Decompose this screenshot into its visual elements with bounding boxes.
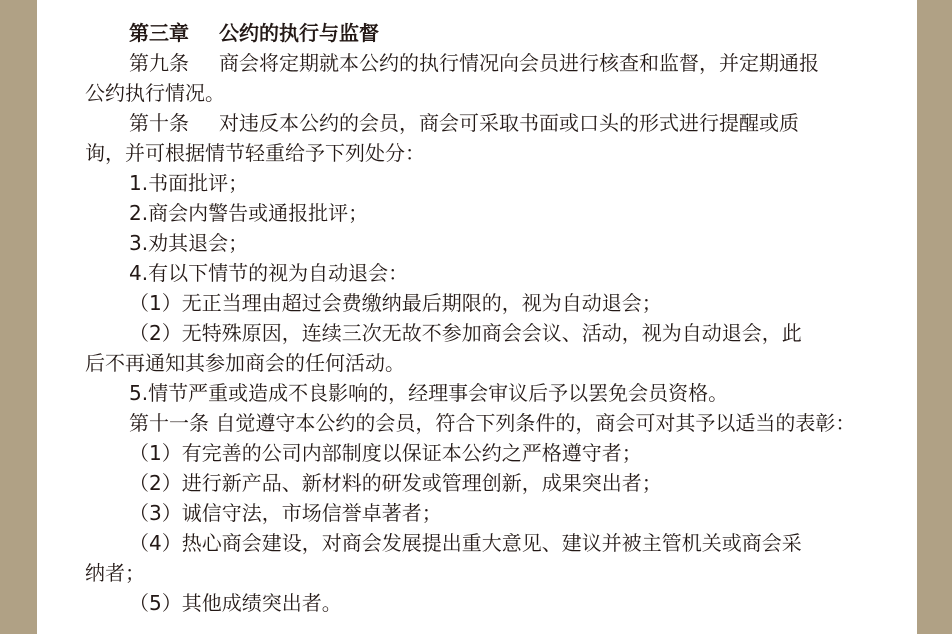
chapter-name: 公约的执行与监督 bbox=[219, 21, 379, 45]
article-9-text: 商会将定期就本公约的执行情况向会员进行核查和监督，并定期通报 bbox=[219, 51, 819, 75]
document-body bbox=[85, 18, 881, 618]
commendation-item-2: （2）进行新产品、新材料的研发或管理创新，成果突出者； bbox=[129, 471, 662, 495]
commendation-item-5: （5）其他成绩突出者。 bbox=[129, 591, 342, 615]
commendation-item-4-line-2: 纳者； bbox=[85, 561, 145, 585]
article-9-line-1 bbox=[85, 48, 881, 78]
article-10-text: 对违反本公约的会员，商会可采取书面或口头的形式进行提醒或质 bbox=[219, 111, 799, 135]
penalty-item-4-sub-2-line-2: 后不再通知其参加商会的任何活动。 bbox=[85, 351, 405, 375]
chapter-number: 第三章 bbox=[129, 21, 189, 45]
penalty-item-4-sub-1: （1）无正当理由超过会费缴纳最后期限的，视为自动退会； bbox=[129, 291, 662, 315]
penalty-item-1: 1.书面批评； bbox=[129, 171, 249, 195]
commendation-item-4-line-1: （4）热心商会建设，对商会发展提出重大意见、建议并被主管机关或商会采 bbox=[129, 531, 802, 555]
commendation-item-3: （3）诚信守法，市场信誉卓著者； bbox=[129, 501, 442, 525]
article-10-line-1 bbox=[85, 108, 881, 138]
article-11: 第十一条 自觉遵守本公约的会员，符合下列条件的，商会可对其予以适当的表彰： bbox=[129, 411, 856, 435]
article-10-label: 第十条 bbox=[129, 111, 189, 135]
article-10-line-2: 询，并可根据情节轻重给予下列处分： bbox=[85, 141, 425, 165]
document-page bbox=[37, 0, 917, 634]
penalty-item-4: 4.有以下情节的视为自动退会： bbox=[129, 261, 409, 285]
penalty-item-4-sub-2-line-1: （2）无特殊原因，连续三次无故不参加商会会议、活动，视为自动退会，此 bbox=[129, 321, 802, 345]
penalty-item-2: 2.商会内警告或通报批评； bbox=[129, 201, 369, 225]
article-9-line-2: 公约执行情况。 bbox=[85, 81, 225, 105]
penalty-item-5: 5.情节严重或造成不良影响的，经理事会审议后予以罢免会员资格。 bbox=[129, 381, 729, 405]
penalty-item-3: 3.劝其退会； bbox=[129, 231, 249, 255]
article-9-label: 第九条 bbox=[129, 51, 189, 75]
commendation-item-1: （1）有完善的公司内部制度以保证本公约之严格遵守者； bbox=[129, 441, 642, 465]
chapter-heading bbox=[85, 18, 881, 48]
